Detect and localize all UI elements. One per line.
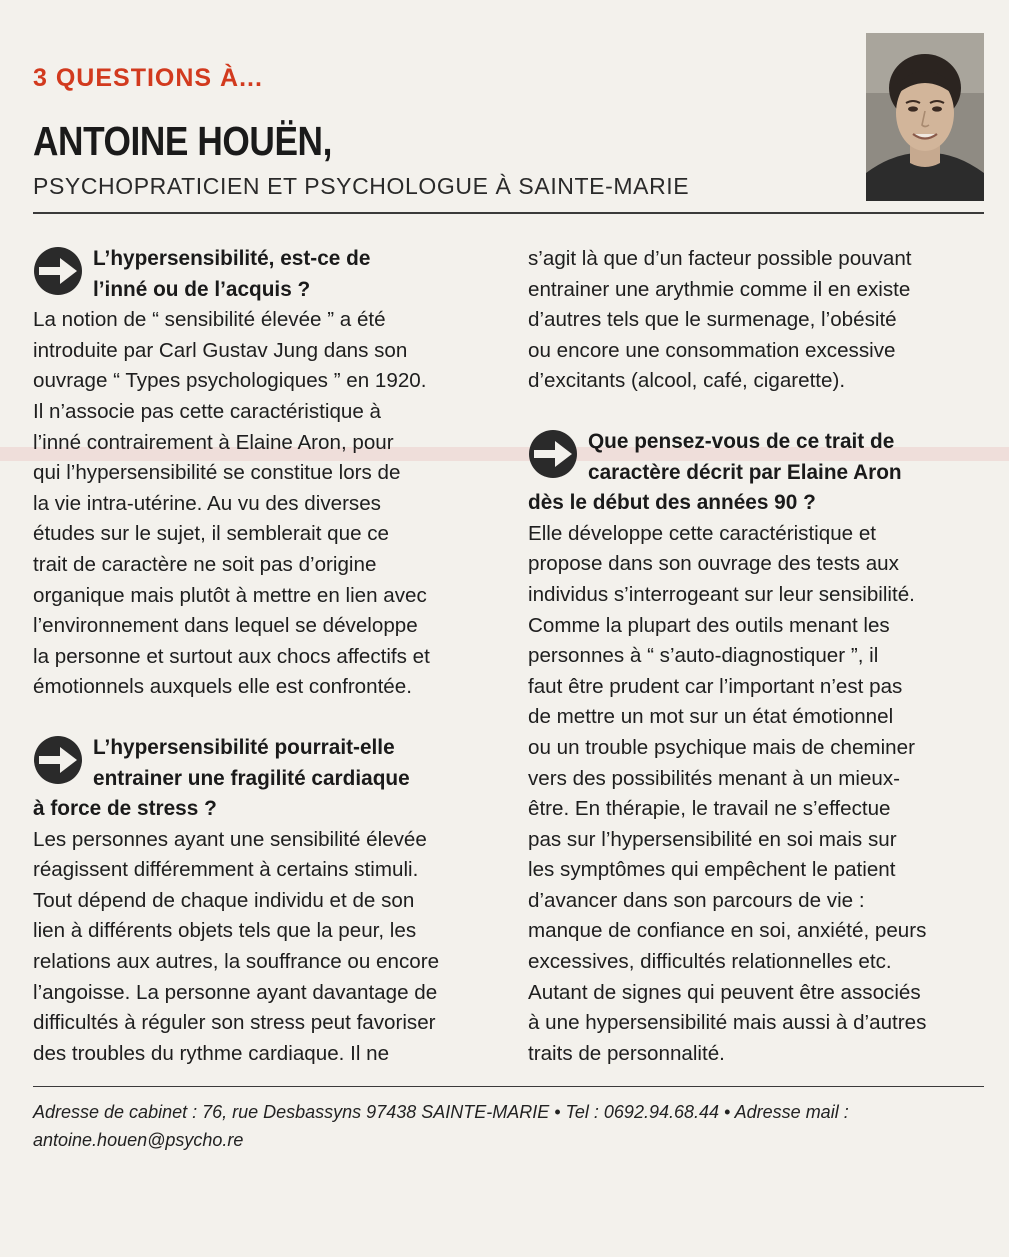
footer-divider	[33, 1086, 984, 1087]
interviewee-role: PSYCHOPRATICIEN ET PSYCHOLOGUE À SAINTE-MARIE	[33, 173, 690, 199]
qa-block-2	[33, 733, 493, 1070]
answer-line: personnes à “ s’auto-diagnostiquer ”, il	[528, 644, 879, 668]
answer-line: la personne et surtout aux chocs affectifs et	[33, 644, 430, 668]
question-line: L’hypersensibilité, est-ce de	[93, 247, 371, 270]
answer-line: lien à différents objets tels que la peur, les	[33, 919, 417, 943]
answer-line: être. En thérapie, le travail ne s’effectue	[528, 797, 891, 821]
answer-line: réagissent différemment à certains stimuli.	[33, 858, 419, 882]
qa-block-3	[528, 427, 984, 1069]
answer-line: ou un trouble psychique mais de cheminer	[528, 735, 915, 759]
answer-line: La notion de “ sensibilité élevée ” a été	[33, 308, 386, 332]
portrait-photo	[866, 33, 984, 201]
answer-line: difficultés à réguler son stress peut favoriser	[33, 1011, 436, 1035]
answer-2	[33, 825, 493, 1070]
contact-footer	[33, 1098, 984, 1154]
right-column	[528, 244, 984, 1069]
answer-line: à une hypersensibilité mais aussi à d’autres	[528, 1011, 927, 1035]
answer-line: l’angoisse. La personne ayant davantage de	[33, 980, 438, 1004]
answer-line: d’excitants (alcool, café, cigarette).	[528, 369, 846, 393]
answer-line: Elle développe cette caractéristique et	[528, 521, 877, 545]
answer-line: l’inné contrairement à Elaine Aron, pour	[33, 430, 394, 454]
answer-line: vers des possibilités menant à un mieux-	[528, 766, 901, 790]
arrow-right-icon	[33, 735, 83, 785]
answer-line: des troubles du rythme cardiaque. Il ne	[33, 1041, 390, 1065]
question-line: L’hypersensibilité pourrait-elle	[93, 735, 395, 759]
answer-line: qui l’hypersensibilité se constitue lors de	[33, 461, 401, 485]
arrow-right-icon	[33, 246, 83, 296]
question-line: dès le début des années 90 ?	[528, 491, 816, 515]
answer-line: s’agit là que d’un facteur possible pouvant	[528, 247, 912, 270]
question-line: Que pensez-vous de ce trait de	[588, 429, 895, 453]
question-1	[33, 244, 493, 305]
answer-line: entrainer une arythmie comme il en existe	[528, 277, 911, 301]
header-divider	[33, 212, 984, 214]
answer-line: propose dans son ouvrage des tests aux	[528, 552, 899, 576]
answer-line: de mettre un mot sur un état émotionnel	[528, 705, 894, 729]
answer-1	[33, 305, 493, 703]
answer-line: introduite par Carl Gustav Jung dans son	[33, 338, 408, 362]
answer-line: Comme la plupart des outils menant les	[528, 613, 890, 637]
qa-block-1	[33, 244, 493, 703]
answer-line: traits de personnalité.	[528, 1041, 725, 1065]
section-kicker: 3 QUESTIONS À...	[33, 64, 263, 92]
answer-3	[528, 519, 984, 1070]
answer-line: d’autres tels que le surmenage, l’obésité	[528, 308, 897, 332]
answer-line: trait de caractère ne soit pas d’origine	[33, 552, 377, 576]
answer-line: d’avancer dans son parcours de vie :	[528, 888, 865, 912]
answer-line: relations aux autres, la souffrance ou encore	[33, 950, 440, 974]
answer-line: Tout dépend de chaque individu et de son	[33, 888, 415, 912]
footer-address-line: Adresse de cabinet : 76, rue Desbassyns 97438 SAINTE-MARIE • Tel : 0692.94.68.44 • Adresse mail :	[33, 1102, 849, 1122]
answer-line: l’environnement dans lequel se développe	[33, 614, 418, 638]
answer-line: pas sur l’hypersensibilité en soi mais sur	[528, 827, 897, 851]
question-line: entrainer une fragilité cardiaque	[93, 766, 410, 790]
answer-line: études sur le sujet, il semblerait que ce	[33, 522, 389, 546]
question-2	[33, 733, 493, 825]
answer-line: excessives, difficultés relationnelles etc.	[528, 950, 892, 974]
answer-line: organique mais plutôt à mettre en lien avec	[33, 583, 427, 607]
footer-email-line[interactable]: antoine.houen@psycho.re	[33, 1130, 244, 1150]
question-line: à force de stress ?	[33, 797, 217, 821]
question-line: l’inné ou de l’acquis ?	[93, 277, 311, 301]
answer-line: Les personnes ayant une sensibilité élevée	[33, 827, 427, 851]
answer-line: Autant de signes qui peuvent être associés	[528, 980, 921, 1004]
answer-line: les symptômes qui empêchent le patient	[528, 858, 896, 882]
left-column	[33, 244, 493, 1069]
answer-line: ou encore une consommation excessive	[528, 338, 896, 362]
answer-line: émotionnels auxquels elle est confrontée.	[33, 675, 412, 699]
answer-line: faut être prudent car l’important n’est pas	[528, 674, 903, 698]
arrow-right-icon	[528, 429, 578, 479]
answer-line: ouvrage “ Types psychologiques ” en 1920.	[33, 369, 427, 393]
question-line: caractère décrit par Elaine Aron	[588, 460, 902, 484]
answer-line: Il n’associe pas cette caractéristique à	[33, 399, 381, 423]
answer-line: individus s’interrogeant sur leur sensibilité.	[528, 582, 915, 606]
answer-line: la vie intra-utérine. Au vu des diverses	[33, 491, 381, 515]
interviewee-name: ANTOINE HOUËN,	[33, 118, 332, 164]
question-3	[528, 427, 984, 519]
answer-2-continued	[528, 244, 984, 397]
answer-line: manque de confiance en soi, anxiété, peurs	[528, 919, 927, 943]
